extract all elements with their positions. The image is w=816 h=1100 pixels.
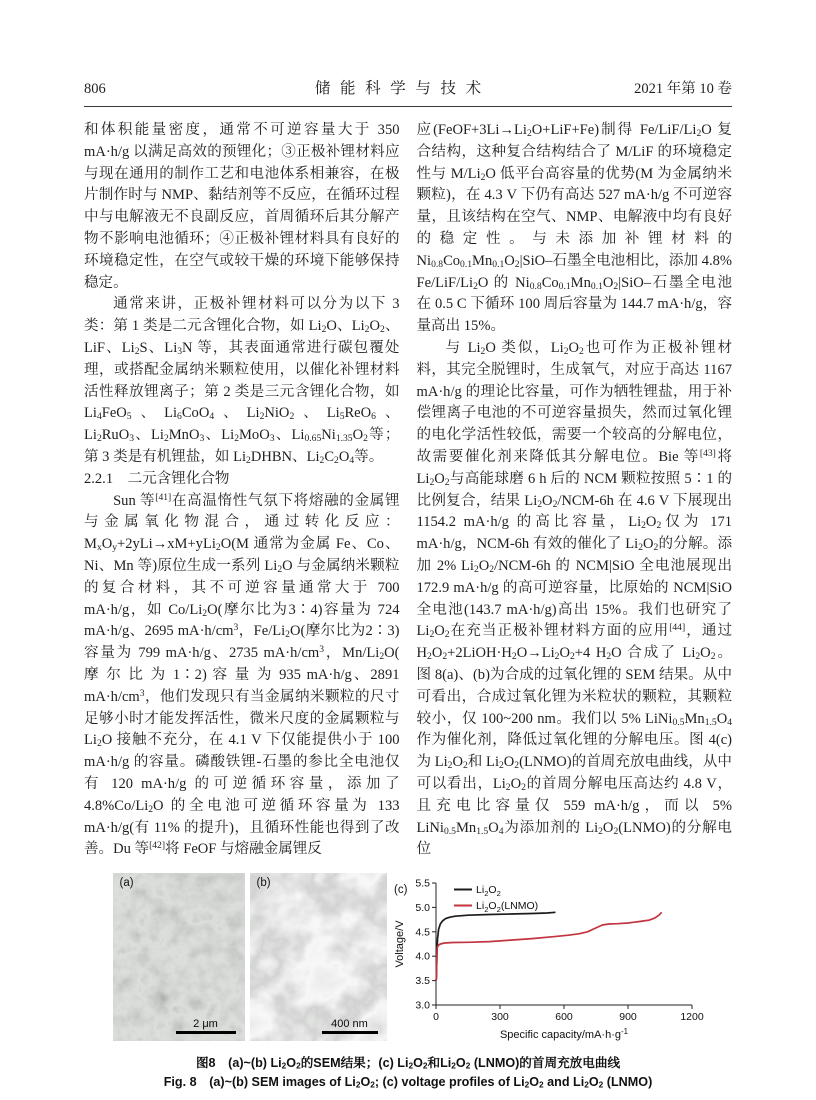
body-paragraph: 通常来讲，正极补锂材料可以分为以下 3 类：第 1 类是二元含锂化合物，如 $Li_2O$、$Li_2O_2$、LiF、$Li_2S$、$Li_3N$ 等，其表面通常进行碳包覆处理，或搭配金属纳米颗粒使用，以催化补锂材料活性释放锂离子；第 2 类是三元含锂化合物，如 $Li_4FeO_5$、$Li_6CoO_4$、$Li_2NiO_2$、$Li_5ReO_6$、$Li_2RuO_3$、$Li_2MnO_3$、$Li_2MoO_3$、$Li_{0.65}Ni_{1.35}O_2$等；第 3 类是有机锂盐，如 $Li_2DHBN$、$Li_2C_2O_4$等。	[84, 296, 400, 466]
scale-bar-b	[322, 1018, 378, 1034]
x-tick-label: 1200	[679, 1011, 704, 1024]
y-tick-label: 4.0	[414, 950, 430, 963]
series-line-0	[436, 912, 556, 980]
figure-caption	[84, 1054, 732, 1091]
page-number: 806	[84, 81, 106, 97]
panel-label-a: (a)	[119, 877, 134, 890]
y-tick-label: 5.5	[414, 877, 430, 890]
y-tick-label: 3.5	[414, 975, 430, 988]
x-tick-label: 900	[618, 1011, 637, 1024]
body-paragraph: Sun 等[41]在高温惰性气氛下将熔融的金属锂与金属氧化物混合，通过转化反应：$M_xO_y+2yLi\to xM+yLi_2O(M$ 通常为金属 Fe、Co、Ni、Mn 等)原位生成一系列 $Li_2O$ 与金属纳米颗粒的复合材料，其不可逆容量通常大于 700 mA·h/g，如 $Co/Li_2O$(摩尔比为3∶4)容量为 724 mA·h/g、2695 $mA\cdot h/cm^3$，$Fe/Li_2O$(摩尔比为2∶3)容量为 799 mA·h/g、2735 $mA\cdot h/cm^3$，$Mn/Li_2O$( 摩 尔 比 为 1∶2) 容 量 为 935 mA·h/g、2891 $mA\cdot h/cm^3$，他们发现只有当金属纳米颗粒的尺寸足够小时才能发挥活性，微米尺度的金属颗粒与 $Li_2O$ 接触不充分，在 4.1 V 下仅能提供小于 100 mA·h/g 的容量。磷酸铁锂-石墨的参比全电池仅有 120 mA·h/g 的可逆循环容量，添加了 $4.8\%Co/Li_2O$ 的全电池可逆循环容量为 133 mA·h/g(有 11% 的提升)，且循环性能也得到了改善。Du 等[42]将 FeOF 与熔融金属锂反	[84, 491, 400, 858]
article-body	[84, 120, 732, 861]
journal-header	[84, 76, 732, 107]
scale-bar-b-line	[322, 1031, 378, 1034]
scale-bar-b-text: 400 nm	[331, 1018, 368, 1031]
scale-bar-a-line	[176, 1031, 236, 1034]
sem-image-a	[113, 873, 245, 1041]
voltage-capacity-chart	[392, 873, 704, 1045]
y-tick-label: 3.0	[414, 999, 430, 1012]
chart-axes	[432, 883, 692, 1009]
legend-label-0: $Li_2O_2$	[475, 884, 501, 898]
scale-bar-a	[176, 1018, 236, 1034]
panel-label-c: (c)	[393, 884, 407, 897]
sem-image-b	[250, 873, 387, 1041]
journal-title: 储能科学与技术	[314, 80, 491, 97]
y-axis-title: Voltage/V	[393, 920, 406, 968]
series-line-1	[436, 912, 662, 980]
figure-8	[84, 873, 732, 1045]
body-paragraph: 应$(FeOF+3Li\to Li_2O+LiF+Fe)$制得 $Fe/LiF/Li_2O$ 复合结构，这种复合结构结合了 M/LiF 的环境稳定性与 $M/Li_2O$ 低平台高容量的优势(M 为金属纳米颗粒)，在 4.3 V 下仍有高达 527 mA·h/g 不可逆容量，且该结构在空气、NMP、电解液中均有良好的稳定性。与未添加补锂材料的 $Ni_{0.8}Co_{0.1}Mn_{0.1}O_2|SiO-$石墨全电池相比，添加 4.8% $Fe/LiF/Li_2O$ 的 $Ni_{0.8}Co_{0.1}Mn_{0.1}O_2|SiO-$石墨全电池在 0.5 C 下循环 100 周后容量为 144.7 mA·h/g，容量高出 15%。	[416, 122, 732, 335]
body-paragraph: 与 $Li_2O$ 类似，$Li_2O_2$也可作为正极补锂材料，其完全脱锂时，生成氧气，对应于高达 1167 mA·h/g 的理论比容量，可作为牺牲锂盐，用于补偿锂离子电池的不可逆容量损失，然而过氧化锂的电化学活性较低，需要一个较高的分解电位，故需要催化剂来降低其分解电位。Bie 等[43]将 $Li_2O_2$与高能球磨 6 h 后的 NCM 颗粒按照 5∶1 的比例复合，结果 $Li_2O_2/NCM-6h$ 在 4.6 V 下展现出 1154.2 mA·h/g 的高比容量，$Li_2O_2$仅为 171 mA·h/g，NCM-6h 有效的催化了 $Li_2O_2$的分解。添加 2% $Li_2O_2/NCM-6h$ 的 NCM|SiO 全电池展现出 172.9 mA·h/g 的高可逆容量，比原始的 NCM|SiO 全电池(143.7 mA·h/g)高出 15%。我们也研究了 $Li_2O_2$在充当正极补锂材料方面的应用[44]，通过 $H_2O_2+2LiOH\cdot H_2O\to Li_2O_2+4$ $H_2O$ 合成了 $Li_2O_2$。图 8(a)、(b)为合成的过氧化锂的 SEM 结果。从中可看出，合成过氧化锂为米粒状的颗粒，其颗粒较小，仅 100~200 nm。我们以 5% $LiNi_{0.5}Mn_{1.5}O_4$作为催化剂，降低过氧化锂的分解电压。图 4(c)为 $Li_2O_2$和 $Li_2O_2(LNMO)$的首周充放电曲线，从中可以看出，$Li_2O_2$的首周分解电压高达约 4.8 V，且充电比容量仅 559 mA·h/g，而以 5% $LiNi_{0.5}Mn_{1.5}O_4$为添加剂的 $Li_2O_2(LNMO)$的分解电位	[416, 339, 733, 858]
section-heading: 2.2.1 二元含锂化合物	[84, 470, 230, 487]
y-tick-label: 5.0	[414, 901, 430, 914]
body-paragraph: 和体积能量密度，通常不可逆容量大于 350 mA·h/g 以满足高效的预锂化；③正极补锂材料应与现在通用的制作工艺和电池体系相兼容，在极片制作时与 NMP、黏结剂等不反应，在循环过程中与电解液无不良副反应，首周循环后其分解产物不影响电池循环；④正极补锂材料具有良好的环境稳定性，在空气或较干燥的环境下能够保持稳定。	[84, 122, 400, 291]
column-left	[84, 120, 400, 861]
x-tick-label: 600	[554, 1011, 573, 1024]
legend-label-1: $Li_2O_2(LNMO)$	[475, 900, 538, 914]
figure-caption-en: Fig. 8 (a)~(b) SEM images of $Li_2O_2$; (c) voltage profiles of $Li_2O_2$ and $Li_2O_2$ (LNMO)	[163, 1074, 653, 1090]
column-right	[417, 120, 733, 861]
volume-info: 2021 年第 10 卷	[634, 81, 732, 97]
sem-texture-b	[250, 873, 387, 1041]
figure-caption-zh: 图8 (a)~(b) $Li_2O_2$的SEM结果；(c) $Li_2O_2$和$Li_2O_2$ (LNMO)的首周充放电曲线	[195, 1056, 621, 1071]
panel-label-b: (b)	[256, 877, 271, 890]
sem-texture-a	[113, 873, 245, 1041]
x-tick-label: 0	[432, 1011, 439, 1024]
x-tick-label: 300	[490, 1011, 509, 1024]
y-tick-label: 4.5	[414, 926, 430, 939]
voltage-chart-panel	[392, 873, 704, 1045]
x-axis-title: Specific capacity/$mA\cdot h\cdot g^{-1}$	[499, 1026, 628, 1042]
scale-bar-a-text: 2 μm	[193, 1018, 218, 1031]
